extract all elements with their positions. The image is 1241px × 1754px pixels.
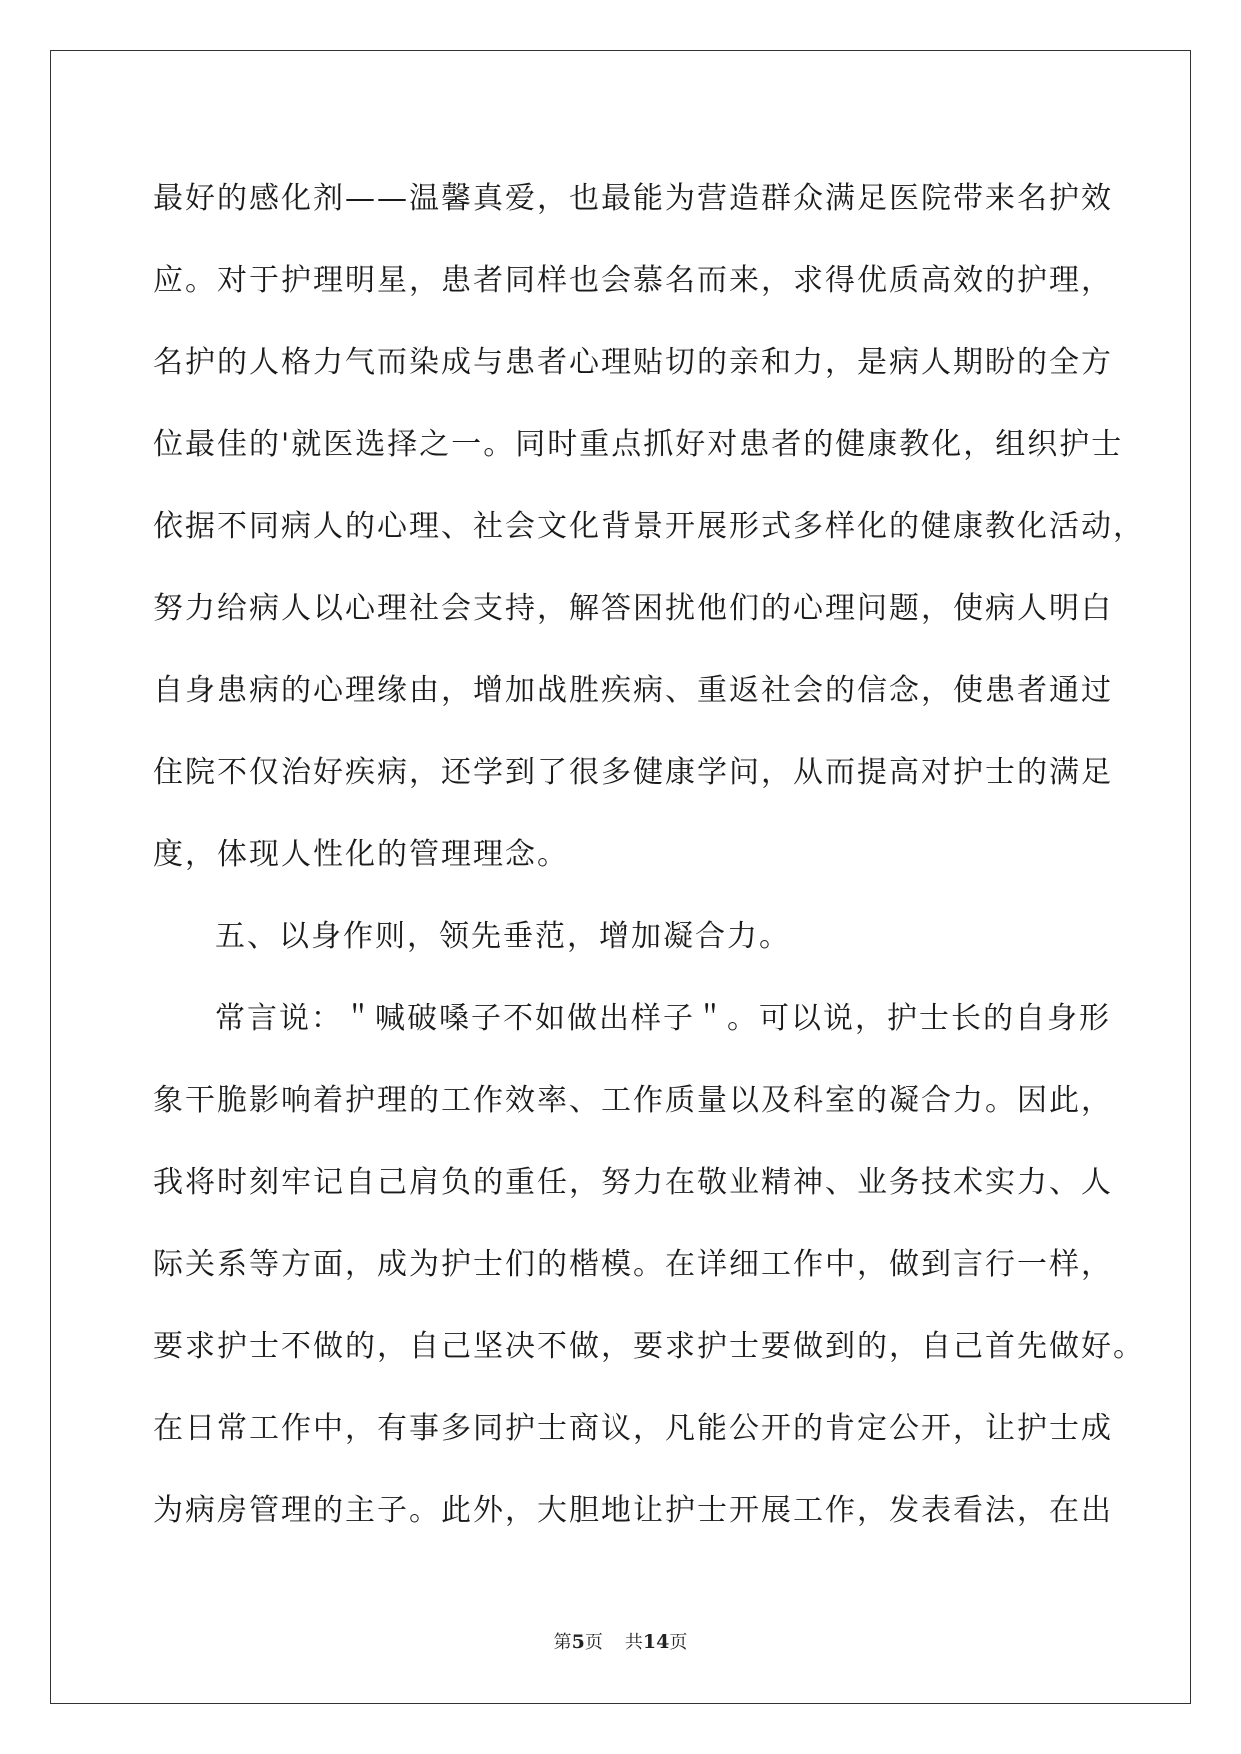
page-number: 5: [571, 1631, 585, 1653]
body-line: 努力给病人以心理社会支持，解答困扰他们的心理问题，使病人明白: [153, 591, 1113, 626]
body-line: 依据不同病人的心理、社会文化背景开展形式多样化的健康教化活动，: [153, 509, 1145, 544]
body-line: 要求护士不做的，自己坚决不做，要求护士要做到的，自己首先做好。: [153, 1329, 1145, 1364]
body-line: 度，体现人性化的管理理念。: [153, 837, 569, 872]
body-line: 在日常工作中，有事多同护士商议，凡能公开的肯定公开，让护士成: [153, 1411, 1113, 1446]
total-prefix: 共: [624, 1632, 643, 1653]
body-line: 为病房管理的主子。此外，大胆地让护士开展工作，发表看法，在出: [153, 1493, 1113, 1528]
body-line: 我将时刻牢记自己肩负的重任，努力在敬业精神、业务技术实力、人: [153, 1165, 1113, 1200]
total-suffix: 页: [669, 1632, 688, 1653]
page-footer: [0, 1628, 1241, 1654]
total-pages: 14: [642, 1631, 670, 1653]
body-line: 应。对于护理明星，患者同样也会慕名而来，求得优质高效的护理，: [153, 263, 1113, 298]
body-line: 位最佳的'就医选择之一。同时重点抓好对患者的健康教化，组织护士: [153, 427, 1124, 462]
page-prefix: 第: [553, 1632, 572, 1653]
body-line: 住院不仅治好疾病，还学到了很多健康学问，从而提高对护士的满足: [153, 755, 1113, 790]
body-line: 象干脆影响着护理的工作效率、工作质量以及科室的凝合力。因此，: [153, 1083, 1113, 1118]
document-body: [153, 158, 1145, 1552]
body-line: 最好的感化剂——温馨真爱，也最能为营造群众满足医院带来名护效: [153, 181, 1113, 216]
page-suffix: 页: [584, 1632, 603, 1653]
body-line: 际关系等方面，成为护士们的楷模。在详细工作中，做到言行一样，: [153, 1247, 1113, 1282]
body-line: 名护的人格力气而染成与患者心理贴切的亲和力，是病人期盼的全方: [153, 345, 1113, 380]
paragraph-start-line: 常言说：＂喊破嗓子不如做出样子＂。可以说，护士长的自身形: [215, 1001, 1111, 1036]
body-line: 自身患病的心理缘由，增加战胜疾病、重返社会的信念，使患者通过: [153, 673, 1113, 708]
section-heading: 五、以身作则，领先垂范，增加凝合力。: [215, 919, 791, 954]
